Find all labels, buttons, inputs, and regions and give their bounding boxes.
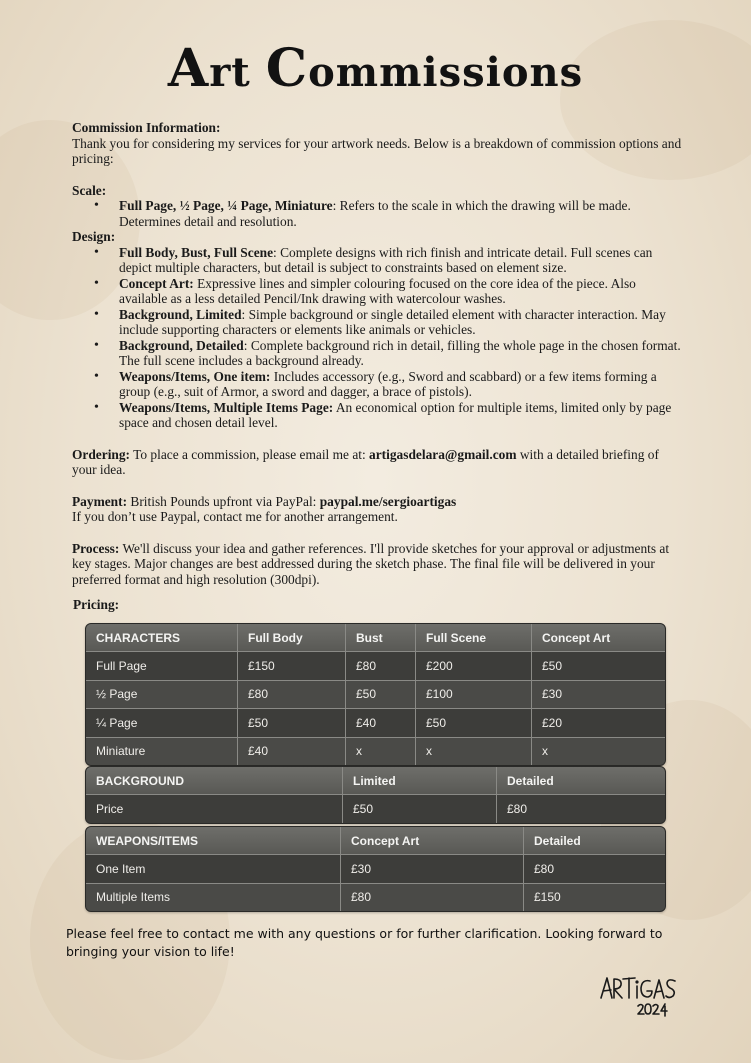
table-header-row [86,624,665,652]
scale-heading: Scale: [72,182,107,198]
table-cell: £40 [238,738,346,766]
list-item: • Background, Limited: Simple background or single detailed element with character interaction. May include supporting characters or elements like animals or vehicles. [119,307,682,338]
table-header: Bust [346,624,416,651]
table-cell: One Item [86,855,341,883]
table-cell: £100 [416,681,532,709]
table-row [86,709,665,738]
table-cell: ½ Page [86,681,238,709]
list-item: • Full Page, ½ Page, ¼ Page, Miniature: Refers to the scale in which the drawing will be made. Determines detail and resolution. [119,198,682,229]
table-cell: £30 [542,687,563,702]
list-item: • Concept Art: Expressive lines and simpler colouring focused on the core idea of the piece. Also available as a less detailed Pencil/Ink drawing with watercolour washes. [119,276,682,307]
table-row [86,681,665,710]
table-cell: ¼ Page [86,709,238,737]
table-header: Full Scene [416,624,532,651]
table-cell: £80 [341,884,524,912]
page-title: Art Commissions [167,38,584,99]
table-cell: Miniature [86,738,238,766]
table-cell: £150 [238,652,346,680]
table-header: Limited [343,767,497,794]
background-price-table [85,766,666,824]
table-cell: Multiple Items [86,884,341,912]
table-header: CHARACTERS [86,624,238,651]
table-cell: x [346,738,416,766]
table-header-row [86,767,665,795]
table-header: BACKGROUND [86,767,343,794]
list-item: • Weapons/Items, One item: Includes accessory (e.g., Sword and scabbard) or a few items forming a group (e.g., suit of Armor, a sword and dagger, a brace of pistols). [119,369,682,400]
table-header: Concept Art [542,630,611,645]
table-cell: £50 [416,709,532,737]
table-cell: Full Page [86,652,238,680]
table-cell: £80 [507,801,528,816]
table-row [86,884,665,912]
table-row [86,652,665,681]
process-paragraph: Process: We'll discuss your idea and gather references. I'll provide sketches for your approval or adjustments at key stages. Major changes are best addressed during the sketch phase. The final file will be delivered in your preferred format and high resolution (300dpi). [72,540,670,587]
pricing-heading: Pricing: [73,597,120,612]
table-cell: Price [86,795,343,823]
payment-paragraph: Payment: British Pounds upfront via PayPal: paypal.me/sergioartigas [72,493,457,509]
table-cell: x [542,744,548,759]
table-header: Full Body [238,624,346,651]
table-cell: £50 [343,795,497,823]
table-cell: x [416,738,532,766]
table-header: Detailed [534,833,581,848]
design-list [72,245,682,431]
scale-list [72,198,682,229]
table-header: WEAPONS/ITEMS [86,827,341,854]
table-cell: £80 [238,681,346,709]
list-item: • Full Body, Bust, Full Scene: Complete designs with rich finish and intricate detail. Full scenes can depict multiple characters, but detail is subject to constraints based on element size. [119,245,682,276]
characters-price-table [85,623,666,766]
list-item: • Weapons/Items, Multiple Items Page: An economical option for multiple items, limited only by page space and chosen detail level. [119,400,682,431]
table-cell: £50 [238,709,346,737]
table-header: Concept Art [341,827,524,854]
table-header-row [86,827,665,855]
commission-info-text: Thank you for considering my services for your artwork needs. Below is a breakdown of commission options and pricing: [72,135,682,166]
commission-info-heading: Commission Information: [72,120,221,135]
table-cell: £40 [346,709,416,737]
table-cell: £150 [534,890,561,905]
table-row [86,795,665,823]
ordering-paragraph: Ordering: To place a commission, please email me at: artigasdelara@gmail.com with a detailed briefing of your idea. [72,446,659,477]
table-cell: £80 [346,652,416,680]
payment-alt: If you don’t use Paypal, contact me for another arrangement. [72,509,398,524]
table-row [86,738,665,766]
paypal-link[interactable]: paypal.me/sergioartigas [319,493,457,509]
table-cell: £50 [542,658,563,673]
commission-body [72,120,682,587]
design-heading: Design: [72,229,116,244]
table-cell: £30 [341,855,524,883]
table-cell: £80 [534,861,555,876]
table-header: Detailed [507,773,554,788]
weapons-price-table [85,826,666,912]
table-cell: £200 [416,652,532,680]
table-cell: £20 [542,715,563,730]
list-item: • Background, Detailed: Complete background rich in detail, filling the whole page in the chosen format. The full scene includes a background already. [119,338,682,369]
closing-message: Please feel free to contact me with any questions or for further clarification. Looking forward to bringing your vision to life! [66,926,663,959]
email-link[interactable]: artigasdelara@gmail.com [369,446,517,462]
table-cell: £50 [346,681,416,709]
artist-signature [598,968,678,1028]
table-row [86,855,665,884]
